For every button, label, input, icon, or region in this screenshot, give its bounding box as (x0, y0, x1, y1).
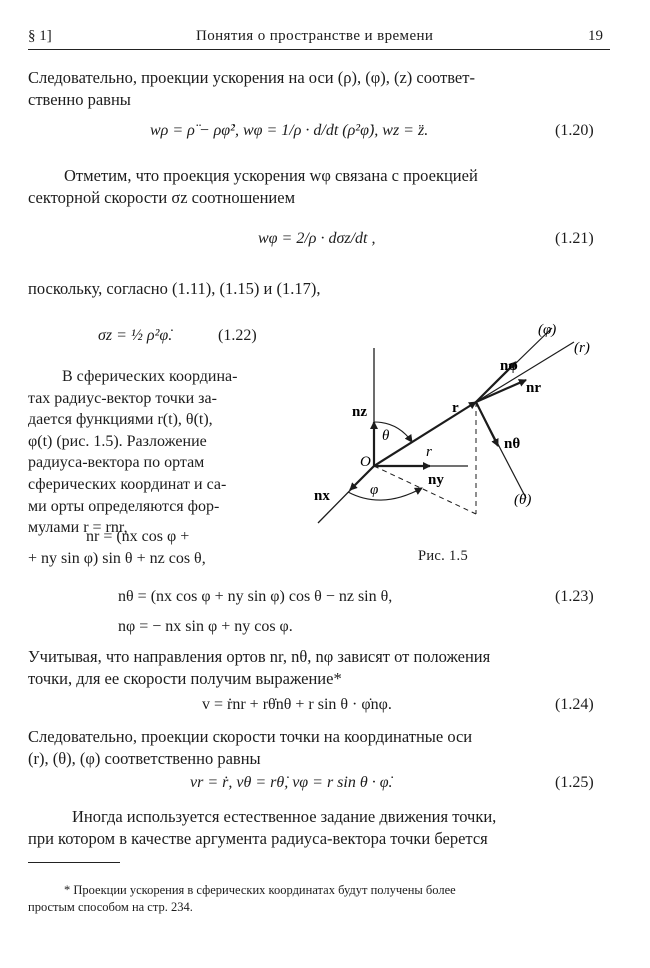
text-line: Следовательно, проекции скорости точки на координатные оси (28, 727, 473, 746)
label-origin: O (360, 454, 371, 470)
equation-number-1-20: (1.20) (555, 122, 594, 139)
label-n-z: nz (352, 404, 367, 420)
label-n-phi: nφ (500, 358, 518, 374)
equation-nr-line1: nr = (nx cos φ + (86, 528, 190, 545)
equation-1-20: wρ = ρ̈ − ρφ̇², wφ = 1/ρ · d/dt (ρ²φ̇), wz = z̈. (150, 122, 429, 139)
equation-1-24: v = ṙnr + rθ̇nθ + r sin θ · φ̇nφ. (202, 696, 392, 713)
label-phi-axis: (φ) (538, 322, 557, 338)
text-line: Учитывая, что направления ортов nr, nθ, nφ зависят от положения (28, 647, 491, 666)
paragraph-7 (28, 806, 610, 850)
label-n-r: nr (526, 380, 541, 396)
figure-caption: Рис. 1.5 (418, 548, 469, 564)
label-r-length: r (426, 444, 432, 460)
theta-arc (374, 422, 412, 442)
text-line: ственно равны (28, 90, 131, 109)
r-axis (476, 342, 574, 402)
header-rule (28, 49, 610, 50)
running-title: Понятия о пространстве и времени (196, 28, 434, 44)
text-line: радиуса-вектора по ортам (28, 454, 205, 472)
equation-number-1-24: (1.24) (555, 696, 594, 713)
label-n-y: ny (428, 472, 444, 488)
equation-1-23-line2: nφ = − nx sin φ + ny cos φ. (118, 618, 293, 635)
equation-number-1-21: (1.21) (555, 230, 594, 247)
label-n-x: nx (314, 488, 330, 504)
section-marker: § 1] (28, 28, 52, 44)
paragraph-4 (28, 366, 272, 539)
equation-number-1-25: (1.25) (555, 774, 594, 791)
text-line: φ(t) (рис. 1.5). Разложение (28, 432, 207, 450)
paragraph-6 (28, 726, 610, 770)
text-line: Отметим, что проекция ускорения wφ связана с проекцией (64, 166, 478, 185)
equation-number-1-22: (1.22) (218, 327, 257, 344)
label-phi: φ (370, 482, 379, 498)
text-line: сферических координат и са- (28, 475, 227, 493)
equation-1-22: σz = ½ ρ²φ̇. (98, 327, 173, 344)
text-line: при котором в качестве аргумента радиуса-вектора точки берется (28, 829, 488, 848)
text-line: В сферических координа- (62, 368, 238, 385)
figure-1-5 (290, 318, 610, 558)
label-theta: θ (382, 428, 390, 444)
label-theta-axis: (θ) (514, 492, 532, 508)
footnote (28, 882, 610, 916)
text-line: точки, для ее скорости получим выражение* (28, 669, 342, 688)
text-line: Следовательно, проекции ускорения на оси (ρ), (φ), (z) соответ- (28, 68, 475, 87)
text-line: мулами r = rnr, (28, 519, 128, 537)
paragraph-1 (28, 67, 610, 111)
text-line: ми орты определяются фор- (28, 497, 220, 515)
paragraph-3: поскольку, согласно (1.11), (1.15) и (1.17), (28, 279, 321, 298)
n-r-vector (476, 380, 526, 402)
equation-1-23-line1: nθ = (nx cos φ + ny sin φ) cos θ − nz sin θ, (118, 588, 393, 605)
label-r-axis: (r) (574, 340, 590, 356)
equation-1-21: wφ = 2/ρ · dσz/dt , (258, 230, 376, 247)
footnote-rule (28, 862, 120, 863)
paragraph-2 (28, 165, 610, 209)
label-r-vector: r (452, 400, 459, 416)
text-line: секторной скорости σz соотношением (28, 188, 296, 207)
text-line: дается функциями r(t), θ(t), (28, 411, 213, 429)
paragraph-5 (28, 646, 610, 690)
n-theta-vector (476, 402, 498, 446)
text-line: Иногда используется естественное задание движения точки, (72, 807, 497, 826)
page-number: 19 (588, 28, 603, 44)
footnote-line: * Проекции ускорения в сферических координатах будут получены более (64, 883, 456, 897)
equation-number-1-23: (1.23) (555, 588, 594, 605)
equation-1-25: vr = ṙ, vθ = rθ̇, vφ = r sin θ · φ̇. (190, 774, 393, 791)
equation-nr-line2: + ny sin φ) sin θ + nz cos θ, (28, 550, 206, 567)
label-n-theta: nθ (504, 436, 521, 452)
text-line: тах радиус-вектор точки за- (28, 389, 217, 407)
text-line: (r), (θ), (φ) соответственно равны (28, 749, 261, 768)
footnote-line: простым способом на стр. 234. (28, 900, 193, 914)
projection-line (374, 466, 476, 514)
phi-arc (348, 488, 422, 500)
